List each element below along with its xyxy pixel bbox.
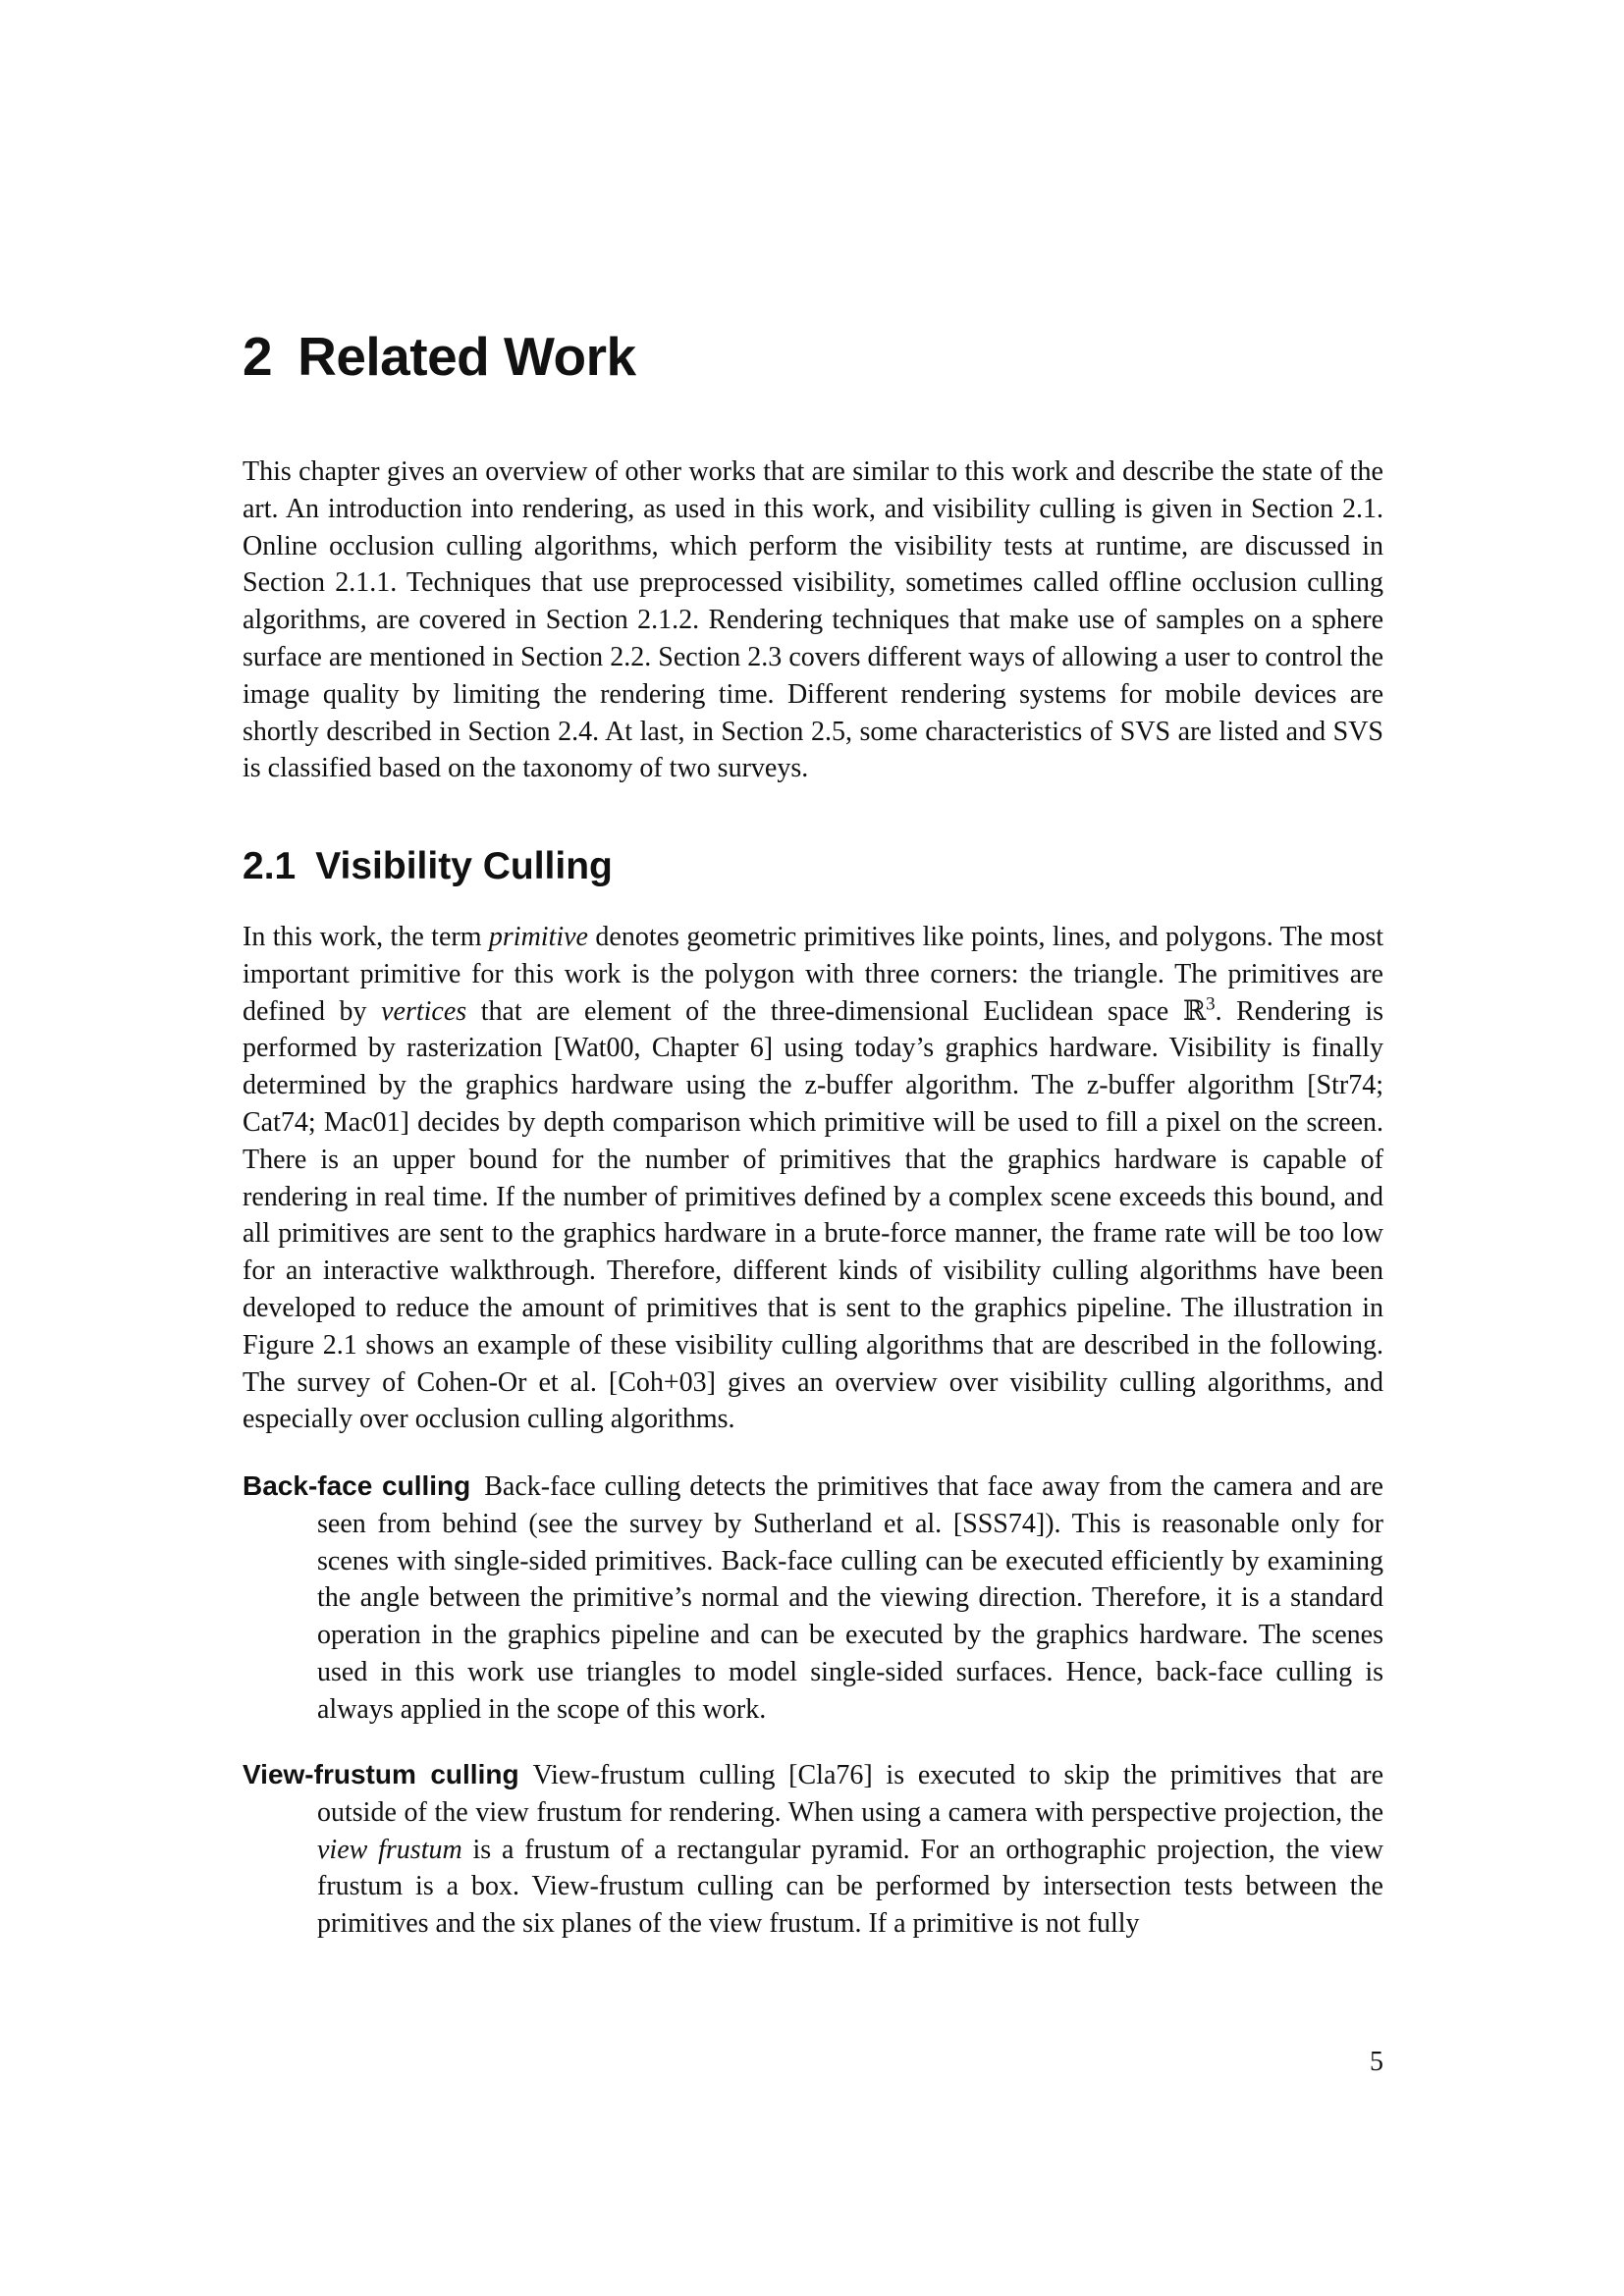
frustum-text: View-frustum culling [Cla76] is executed to skip the primitives that are outside of the view frustum for rendering. When using a camera with perspective projection, the	[317, 1760, 1383, 1828]
chapter-heading	[243, 322, 636, 391]
term-view-frustum: view frustum	[317, 1834, 462, 1865]
section-heading	[243, 842, 613, 891]
intro-paragraph: This chapter gives an overview of other works that are similar to this work and describe the state of the art. An introduction into rendering, as used in this work, and visibility culling is given in Section 2.1. Online occlusion culling algorithms, which perform the visibility tests at runtime, are discussed in Section 2.1.1. Techniques that use preprocessed visibility, sometimes called offline occlusion culling algorithms, are covered in Section 2.1.2. Rendering techniques that make use of samples on a sphere surface are mentioned in Section 2.2. Section 2.3 covers different ways of allowing a user to control the image quality by limiting the rendering time. Different rendering systems for mobile devices are shortly described in Section 2.4. At last, in Section 2.5, some characteristics of SVS are listed and SVS is classified based on the taxonomy of two surveys.	[243, 456, 1383, 784]
frustum-term: View-frustum culling	[243, 1759, 519, 1789]
chapter-number: 2	[243, 326, 273, 387]
section-number: 2.1	[243, 845, 297, 887]
para-text: that are element of the three-dimensional Euclidean space ℝ	[466, 995, 1207, 1027]
backface-text: Back-face culling detects the primitives that face away from the camera and are seen from behind (see the survey by Sutherland et al. [SSS74]). This is reasonable only for scenes with single-sided primitives. Back-face culling can be executed efficiently by examining the angle between the primitive’s normal and the viewing direction. Therefore, it is a standard operation in the graphics pipeline and can be executed by the graphics hardware. The scenes used in this work use triangles to model single-sided surfaces. Hence, back-face culling is always applied in the scope of this work.	[317, 1471, 1383, 1725]
superscript: 3	[1206, 993, 1216, 1015]
section-title: Visibility Culling	[315, 845, 613, 887]
term-vertices: vertices	[381, 995, 467, 1027]
visibility-culling-paragraph	[243, 919, 1383, 1438]
frustum-text: is a frustum of a rectangular pyramid. For an orthographic projection, the view frustum is a box. View-frustum culling can be performed by intersection tests between the primitives and the six planes of the view frustum. If a primitive is not fully	[317, 1834, 1383, 1940]
chapter-title: Related Work	[298, 326, 636, 387]
view-frustum-culling-definition	[243, 1756, 1383, 1943]
backface-term: Back-face culling	[243, 1470, 471, 1501]
page-number: 5	[1370, 2047, 1383, 2077]
para-text: . Rendering is performed by rasterization [Wat00, Chapter 6] using today’s graphics hardware. Visibility is finally determined by the graphics hardware using the z-buffer algorithm. The z-buffer algorithm [Str74; Cat74; Mac01] decides by depth comparison which primitive will be used to fill a pixel on the screen. There is an upper bound for the number of primitives that the graphics hardware is capable of rendering in real time. If the number of primitives defined by a complex scene exceeds this bound, and all primitives are sent to the graphics hardware in a brute-force manner, the frame rate will be too low for an interactive walkthrough. Therefore, different kinds of visibility culling algorithms have been developed to reduce the amount of primitives that is sent to the graphics pipeline. The illustration in Figure 2.1 shows an example of these visibility culling algorithms that are described in the following. The survey of Cohen-Or et al. [Coh+03] gives an overview over visibility culling algorithms, and especially over occlusion culling algorithms.	[243, 995, 1383, 1435]
backface-culling-definition	[243, 1468, 1383, 1729]
term-primitive: primitive	[488, 922, 588, 952]
para-text: In this work, the term	[243, 922, 489, 952]
para-text: denotes geometric primitives like points, lines, and polygons. The most important primitive for this work is the polygon with three corners: the triangle. The primitives are defined by	[243, 922, 1383, 1027]
